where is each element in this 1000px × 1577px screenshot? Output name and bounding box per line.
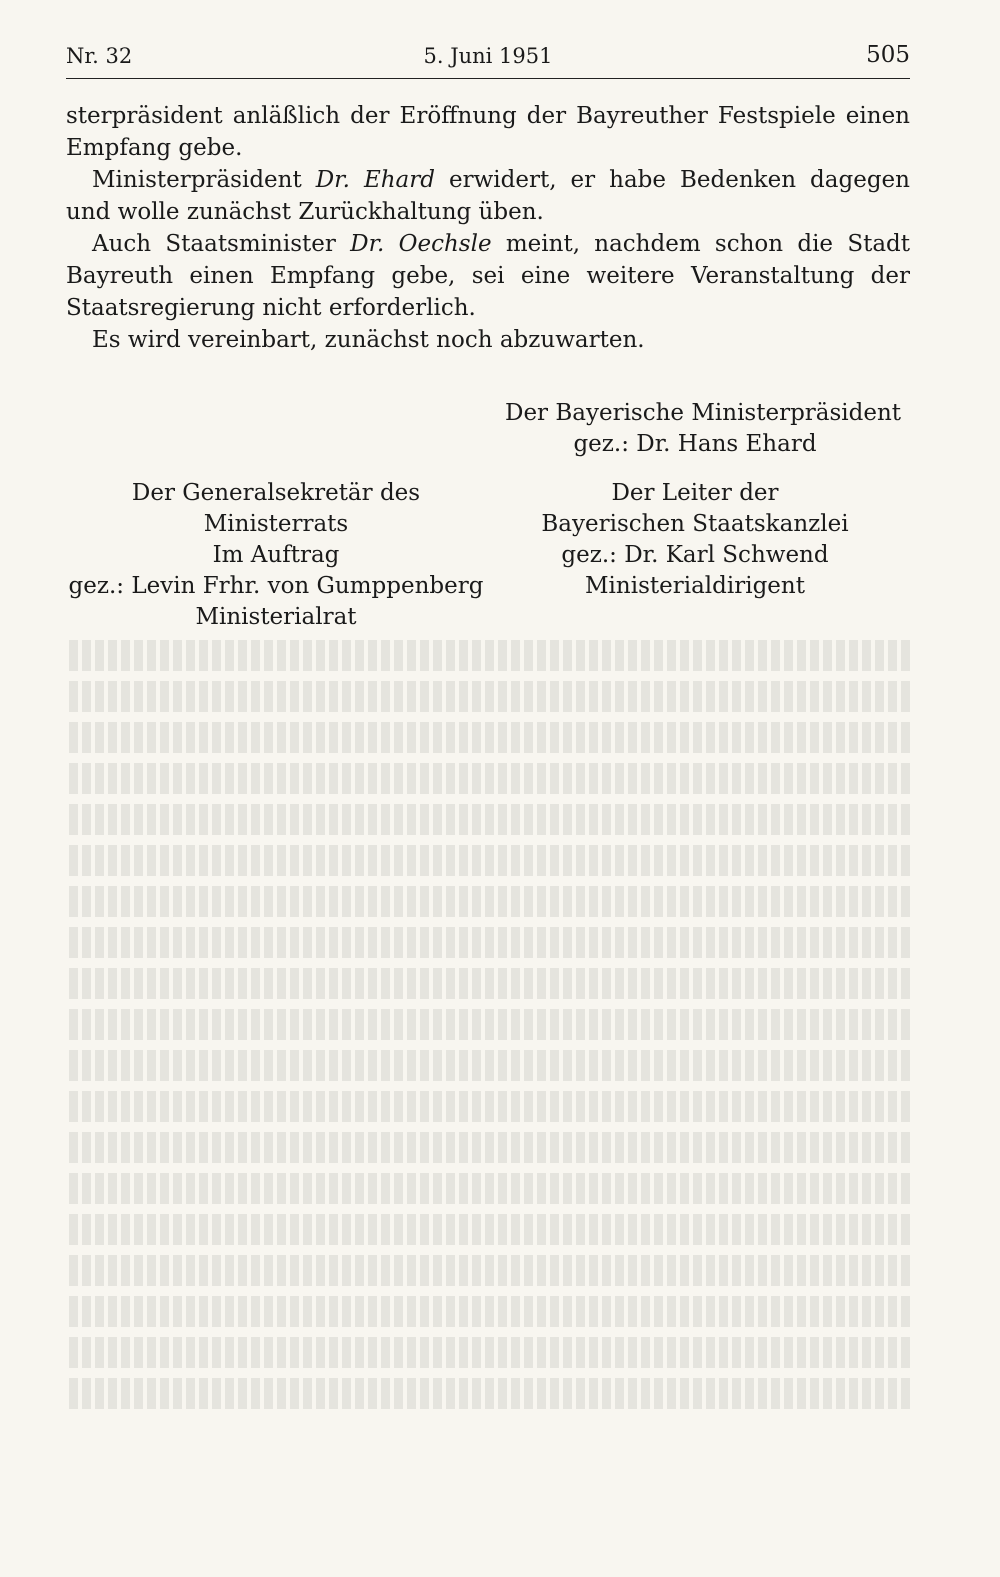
document-date: 5. Juni 1951	[423, 44, 553, 68]
bleed-through-texture	[66, 640, 910, 1420]
paragraph-1: sterpräsident anläßlich der Eröffnung der Bayreuther Festspiele einen Empfang gebe.	[66, 103, 910, 161]
signature-general-secretary: Der Generalsekretär des Ministerrats Im Auftrag gez.: Levin Frhr. von Gumppenberg Ministerialrat	[68, 480, 484, 630]
page-header	[66, 38, 910, 79]
signature-minister-president: Der Bayerische Ministerpräsident gez.: Dr. Hans Ehard	[505, 400, 902, 457]
paragraph-3: Auch Staatsminister Dr. Oechsle meint, nachdem schon die Stadt Bayreuth einen Empfang gebe, sei eine weitere Veranstaltung der Staatsregierung nicht erforderlich.	[66, 231, 910, 321]
person-name: Dr. Ehard	[315, 167, 435, 193]
page-number: 505	[866, 42, 910, 68]
document-number: Nr. 32	[66, 44, 133, 68]
body-text	[66, 100, 910, 356]
signature-state-chancellery: Der Leiter der Bayerischen Staatskanzlei gez.: Dr. Karl Schwend Ministerialdirigent	[541, 480, 849, 599]
paragraph-4: Es wird vereinbart, zunächst noch abzuwarten.	[92, 327, 645, 353]
person-name: Dr. Oechsle	[350, 231, 492, 257]
paragraph-2: Ministerpräsident Dr. Ehard erwidert, er habe Bedenken dagegen und wolle zunächst Zurückhaltung üben.	[66, 167, 910, 225]
